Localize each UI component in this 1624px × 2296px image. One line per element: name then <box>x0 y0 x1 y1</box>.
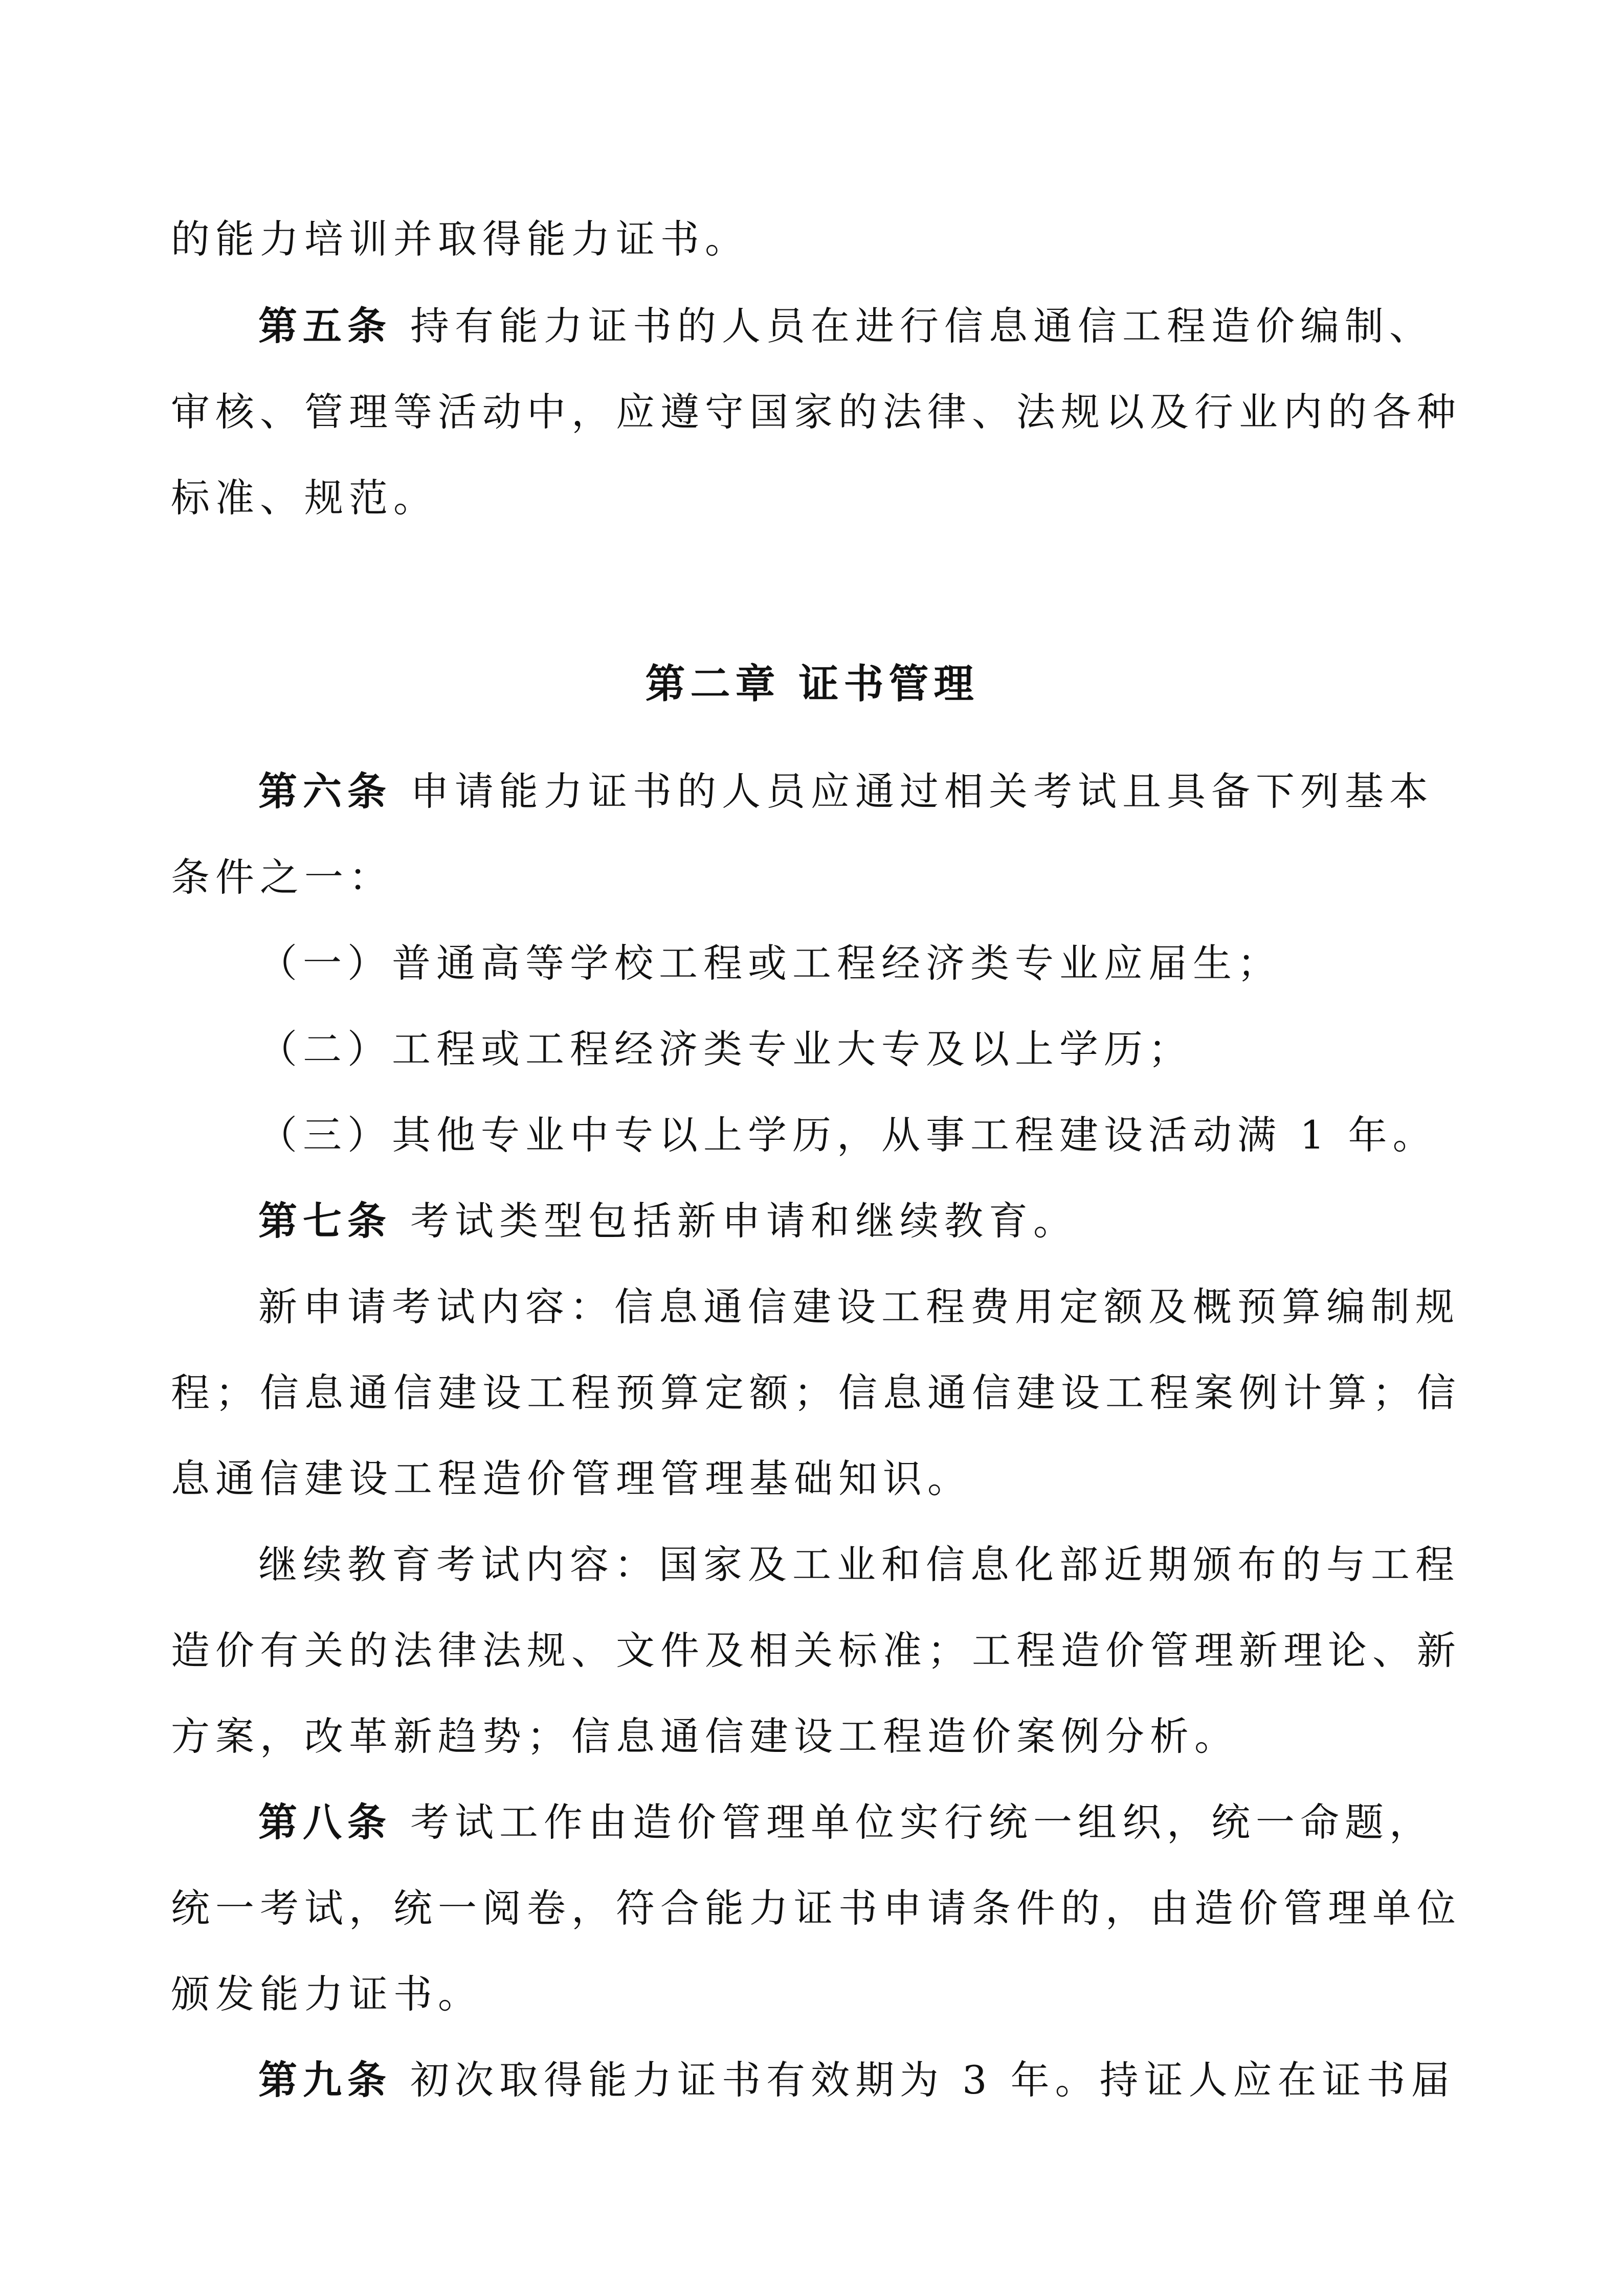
article-8-line-2: 统一考试，统一阅卷，符合能力证书申请条件的，由造价管理单位 <box>171 1885 1461 1931</box>
article-6-item-2: （二）工程或工程经济类专业大专及以上学历； <box>258 1026 1193 1072</box>
intro-continuation-line: 的能力培训并取得能力证书。 <box>171 216 749 262</box>
article-8-line-3: 颁发能力证书。 <box>171 1971 482 2017</box>
continuing-exam-line-1: 继续教育考试内容：国家及工业和信息化部近期颁布的与工程 <box>258 1542 1460 1587</box>
article-8-label: 第八条 <box>258 1799 392 1845</box>
article-6-label: 第六条 <box>258 769 392 814</box>
article-6-item-3: （三）其他专业中专以上学历，从事工程建设活动满 1 年。 <box>258 1112 1437 1158</box>
chapter-2-title: 第二章 <box>645 661 781 707</box>
article-7-text-1: 考试类型包括新申请和继续教育。 <box>410 1198 1078 1244</box>
article-7-line-1 <box>258 1197 1527 1246</box>
article-6-item-1: （一）普通高等学校工程或工程经济类专业应届生； <box>258 940 1282 986</box>
article-9-label: 第九条 <box>258 2057 392 2103</box>
article-6-text-1: 申请能力证书的人员应通过相关考试且具备下列基本 <box>410 769 1434 814</box>
article-6-line-2: 条件之一： <box>171 854 393 900</box>
article-5-text-1: 持有能力证书的人员在进行信息通信工程造价编制、 <box>410 303 1434 349</box>
article-8-line-1 <box>258 1798 1527 1847</box>
article-6-line-1 <box>258 767 1527 816</box>
chapter-2-heading <box>0 660 1624 709</box>
new-exam-line-3: 息通信建设工程造价管理管理基础知识。 <box>171 1456 972 1501</box>
new-exam-line-1: 新申请考试内容：信息通信建设工程费用定额及概预算编制规 <box>258 1284 1460 1330</box>
article-5-line-3: 标准、规范。 <box>171 475 438 521</box>
article-9-line-1 <box>258 2056 1527 2105</box>
chapter-2-name: 证书管理 <box>798 661 979 707</box>
continuing-exam-line-3: 方案，改革新趋势；信息通信建设工程造价案例分析。 <box>171 1714 1239 1759</box>
article-8-text-1: 考试工作由造价管理单位实行统一组织，统一命题， <box>410 1799 1434 1845</box>
article-5-line-1 <box>258 302 1527 351</box>
new-exam-line-2: 程；信息通信建设工程预算定额；信息通信建设工程案例计算；信 <box>171 1370 1461 1415</box>
article-7-label: 第七条 <box>258 1198 392 1244</box>
continuing-exam-line-2: 造价有关的法律法规、文件及相关标准；工程造价管理新理论、新 <box>171 1628 1461 1673</box>
article-9-text-1: 初次取得能力证书有效期为 3 年。持证人应在证书届 <box>410 2057 1456 2103</box>
article-5-line-2: 审核、管理等活动中，应遵守国家的法律、法规以及行业内的各种 <box>171 389 1461 435</box>
article-5-label: 第五条 <box>258 303 392 349</box>
